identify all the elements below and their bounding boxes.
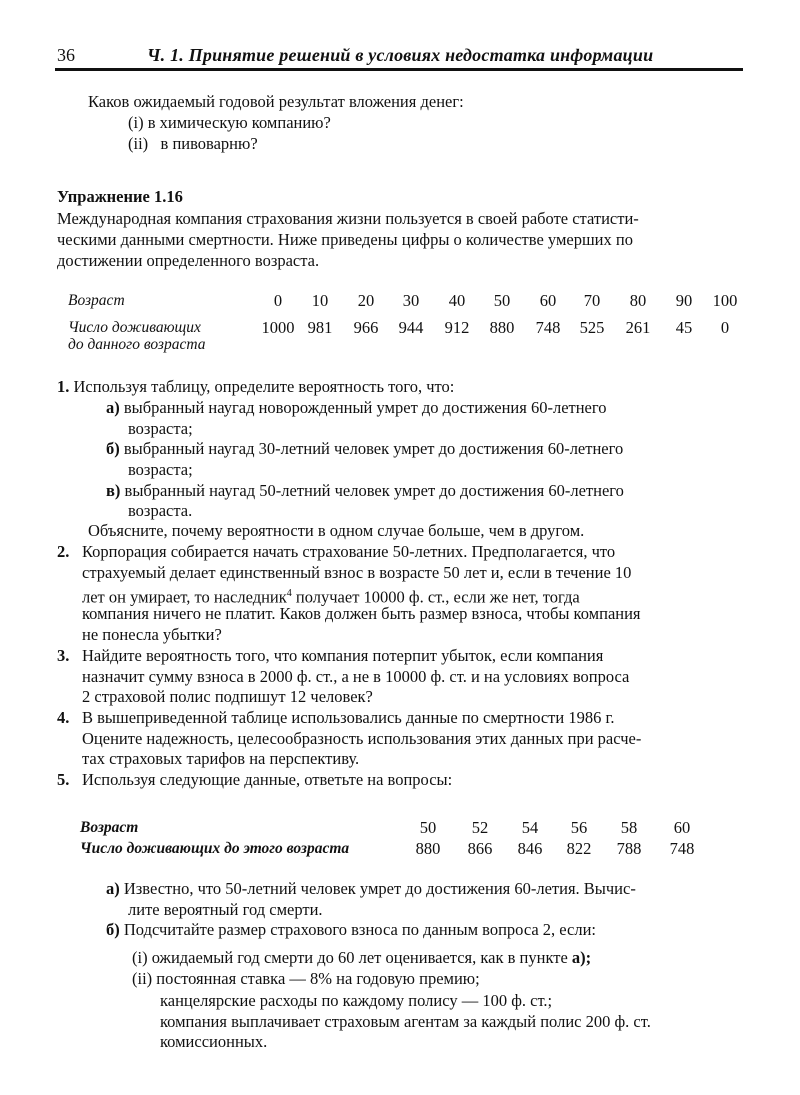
q1-a-text-2: возраста;	[128, 419, 193, 438]
q1-b-text-1: выбранный наугад 30-летний человек умрет до достижения 60-летнего	[123, 439, 624, 458]
q4-number: 4.	[57, 708, 70, 727]
intro-question: Каков ожидаемый годовой результат вложения денег:	[88, 92, 464, 111]
exercise-title: Упражнение 1.16	[57, 187, 183, 206]
table2-row1-label: Возраст	[80, 819, 139, 836]
table1-survivor-cell: 944	[398, 318, 424, 337]
q5-b-ii-line-3: компания выплачивает страховым агентам за каждый полис 200 ф. ст.	[160, 1012, 651, 1031]
q2-line-2: страхуемый делает единственный взнос в возрасте 50 лет и, если в течение 10	[82, 563, 632, 582]
table2-row2-label: Число доживающих до этого возраста	[80, 840, 350, 857]
q2-number: 2.	[57, 542, 70, 561]
table1-age-cell: 30	[402, 291, 420, 310]
intro-item-1: (i) в химическую компанию?	[128, 113, 331, 132]
q1-b	[106, 438, 623, 460]
q5-b-ii-text: постоянная ставка — 8% на годовую премию;	[156, 969, 480, 988]
exercise-text-line-3: достижении определенного возраста.	[57, 251, 320, 270]
exercise-text-line-1: Международная компания страхования жизни пользуется в своей работе статисти-	[57, 209, 639, 228]
q1-number: 1.	[57, 377, 70, 396]
q1-explain: Объясните, почему вероятности в одном случае больше, чем в другом.	[88, 521, 585, 540]
table1-row2-label-2: до данного возраста	[68, 336, 206, 353]
q2-line-5: не понесла убытки?	[82, 625, 222, 644]
table2-survivor-cell: 846	[517, 839, 543, 858]
q5-a-label: а)	[106, 879, 120, 898]
q1-c	[106, 480, 624, 502]
q2-line-4: компания ничего не платит. Каков должен быть размер взноса, чтобы компания	[82, 604, 641, 623]
q5-b-i	[132, 947, 591, 969]
q1-a-label: а)	[106, 398, 120, 417]
table1-age-cell: 70	[583, 291, 601, 310]
q1-b-text-2: возраста;	[128, 460, 193, 479]
table1-row1-label: Возраст	[68, 292, 125, 309]
table1-row2-label-1: Число доживающих	[68, 319, 201, 336]
table1-survivor-cell: 880	[489, 318, 515, 337]
q1-c-text-1: выбранный наугад 50-летний человек умрет до достижения 60-летнего	[124, 481, 624, 500]
table2-age-cell: 52	[471, 818, 489, 837]
q1-b-label: б)	[106, 439, 120, 458]
table1-age-cell: 40	[448, 291, 466, 310]
q3-line-3: 2 страховой полис подпишут 12 человек?	[82, 687, 373, 706]
header-rule	[55, 68, 743, 71]
q1-c-label: в)	[106, 481, 121, 500]
q5-b-line: Подсчитайте размер страхового взноса по данным вопроса 2, если:	[123, 920, 597, 939]
table1-age-cell: 60	[539, 291, 557, 310]
table1-age-cell: 10	[311, 291, 329, 310]
q1-a	[106, 397, 607, 419]
table1-survivor-cell: 912	[444, 318, 470, 337]
table1-age-cell: 0	[273, 291, 283, 310]
table1-age-cell: 80	[629, 291, 647, 310]
q1-c-text-2: возраста.	[128, 501, 193, 520]
q2-line-1: Корпорация собирается начать страхование 50-летних. Предполагается, что	[82, 542, 616, 561]
table1-survivor-cell: 981	[307, 318, 333, 337]
footnote-mark: 4	[286, 588, 292, 599]
table2-survivor-cell: 866	[467, 839, 493, 858]
table1-age-cell: 100	[712, 291, 738, 310]
intro-item-2: (ii) в пивоварню?	[128, 134, 258, 153]
running-header-title: Ч. 1. Принятие решений в условиях недостатка информации	[147, 45, 654, 65]
q5-a	[106, 878, 636, 900]
q5-b-ii-line-2: канцелярские расходы по каждому полису — 100 ф. ст.;	[160, 991, 553, 1010]
q5-b-label: б)	[106, 920, 120, 939]
q5-a-line-1: Известно, что 50-летний человек умрет до достижения 60-летия. Вычис-	[123, 879, 636, 898]
table2-age-cell: 50	[419, 818, 437, 837]
table2-age-cell: 54	[521, 818, 539, 837]
q3-number: 3.	[57, 646, 70, 665]
q2-line-3b: получает 10000 ф. ст., если же нет, тогда	[295, 587, 580, 607]
q3-line-2: назначит сумму взноса в 2000 ф. ст., а не в 10000 ф. ст. и на условиях вопроса	[82, 667, 630, 686]
table2-survivor-cell: 880	[415, 839, 441, 858]
q5-b-i-text: ожидаемый год смерти до 60 лет оценивается, как в пункте	[151, 948, 568, 967]
table1-age-cell: 50	[493, 291, 511, 310]
table2-survivor-cell: 822	[566, 839, 592, 858]
table2-survivor-cell: 788	[616, 839, 642, 858]
table1-survivor-cell: 45	[675, 318, 693, 337]
q2-line-3a: лет он умирает, то наследник	[82, 587, 287, 607]
q1-block	[57, 376, 454, 398]
q5-text: Используя следующие данные, ответьте на вопросы:	[82, 770, 453, 789]
table2-age-cell: 60	[673, 818, 691, 837]
table2-age-cell: 56	[570, 818, 588, 837]
table1-age-cell: 90	[675, 291, 693, 310]
q5-a-line-2: лите вероятный год смерти.	[128, 900, 323, 919]
q5-b-i-ref: а);	[571, 948, 592, 967]
table2-survivor-cell: 748	[669, 839, 695, 858]
q1-text: Используя таблицу, определите вероятность того, что:	[73, 377, 455, 396]
table1-survivor-cell: 0	[720, 318, 730, 337]
q5-b-ii-label: (ii)	[132, 969, 153, 988]
q4-line-3: тах страховых тарифов на перспективу.	[82, 749, 360, 768]
table1-survivor-cell: 525	[579, 318, 605, 337]
q5-b-i-label: (i)	[132, 948, 148, 967]
q4-line-2: Оцените надежность, целесообразность использования этих данных при расче-	[82, 729, 642, 748]
page-number: 36	[57, 45, 75, 65]
q1-a-text-1: выбранный наугад новорожденный умрет до достижения 60-летнего	[123, 398, 607, 417]
table1-survivor-cell: 966	[353, 318, 379, 337]
q5-number: 5.	[57, 770, 70, 789]
q5-b-ii	[132, 968, 480, 990]
table1-survivor-cell: 261	[625, 318, 651, 337]
table1-age-cell: 20	[357, 291, 375, 310]
exercise-text-line-2: ческими данными смертности. Ниже приведены цифры о количестве умерших по	[57, 230, 633, 249]
table1-survivor-cell: 748	[535, 318, 561, 337]
q4-line-1: В вышеприведенной таблице использовались данные по смертности 1986 г.	[82, 708, 615, 727]
q5-b	[106, 919, 596, 941]
table2-age-cell: 58	[620, 818, 638, 837]
q5-b-ii-line-4: комиссионных.	[160, 1032, 268, 1051]
table1-survivor-cell: 1000	[261, 318, 295, 337]
q3-line-1: Найдите вероятность того, что компания потерпит убыток, если компания	[82, 646, 604, 665]
